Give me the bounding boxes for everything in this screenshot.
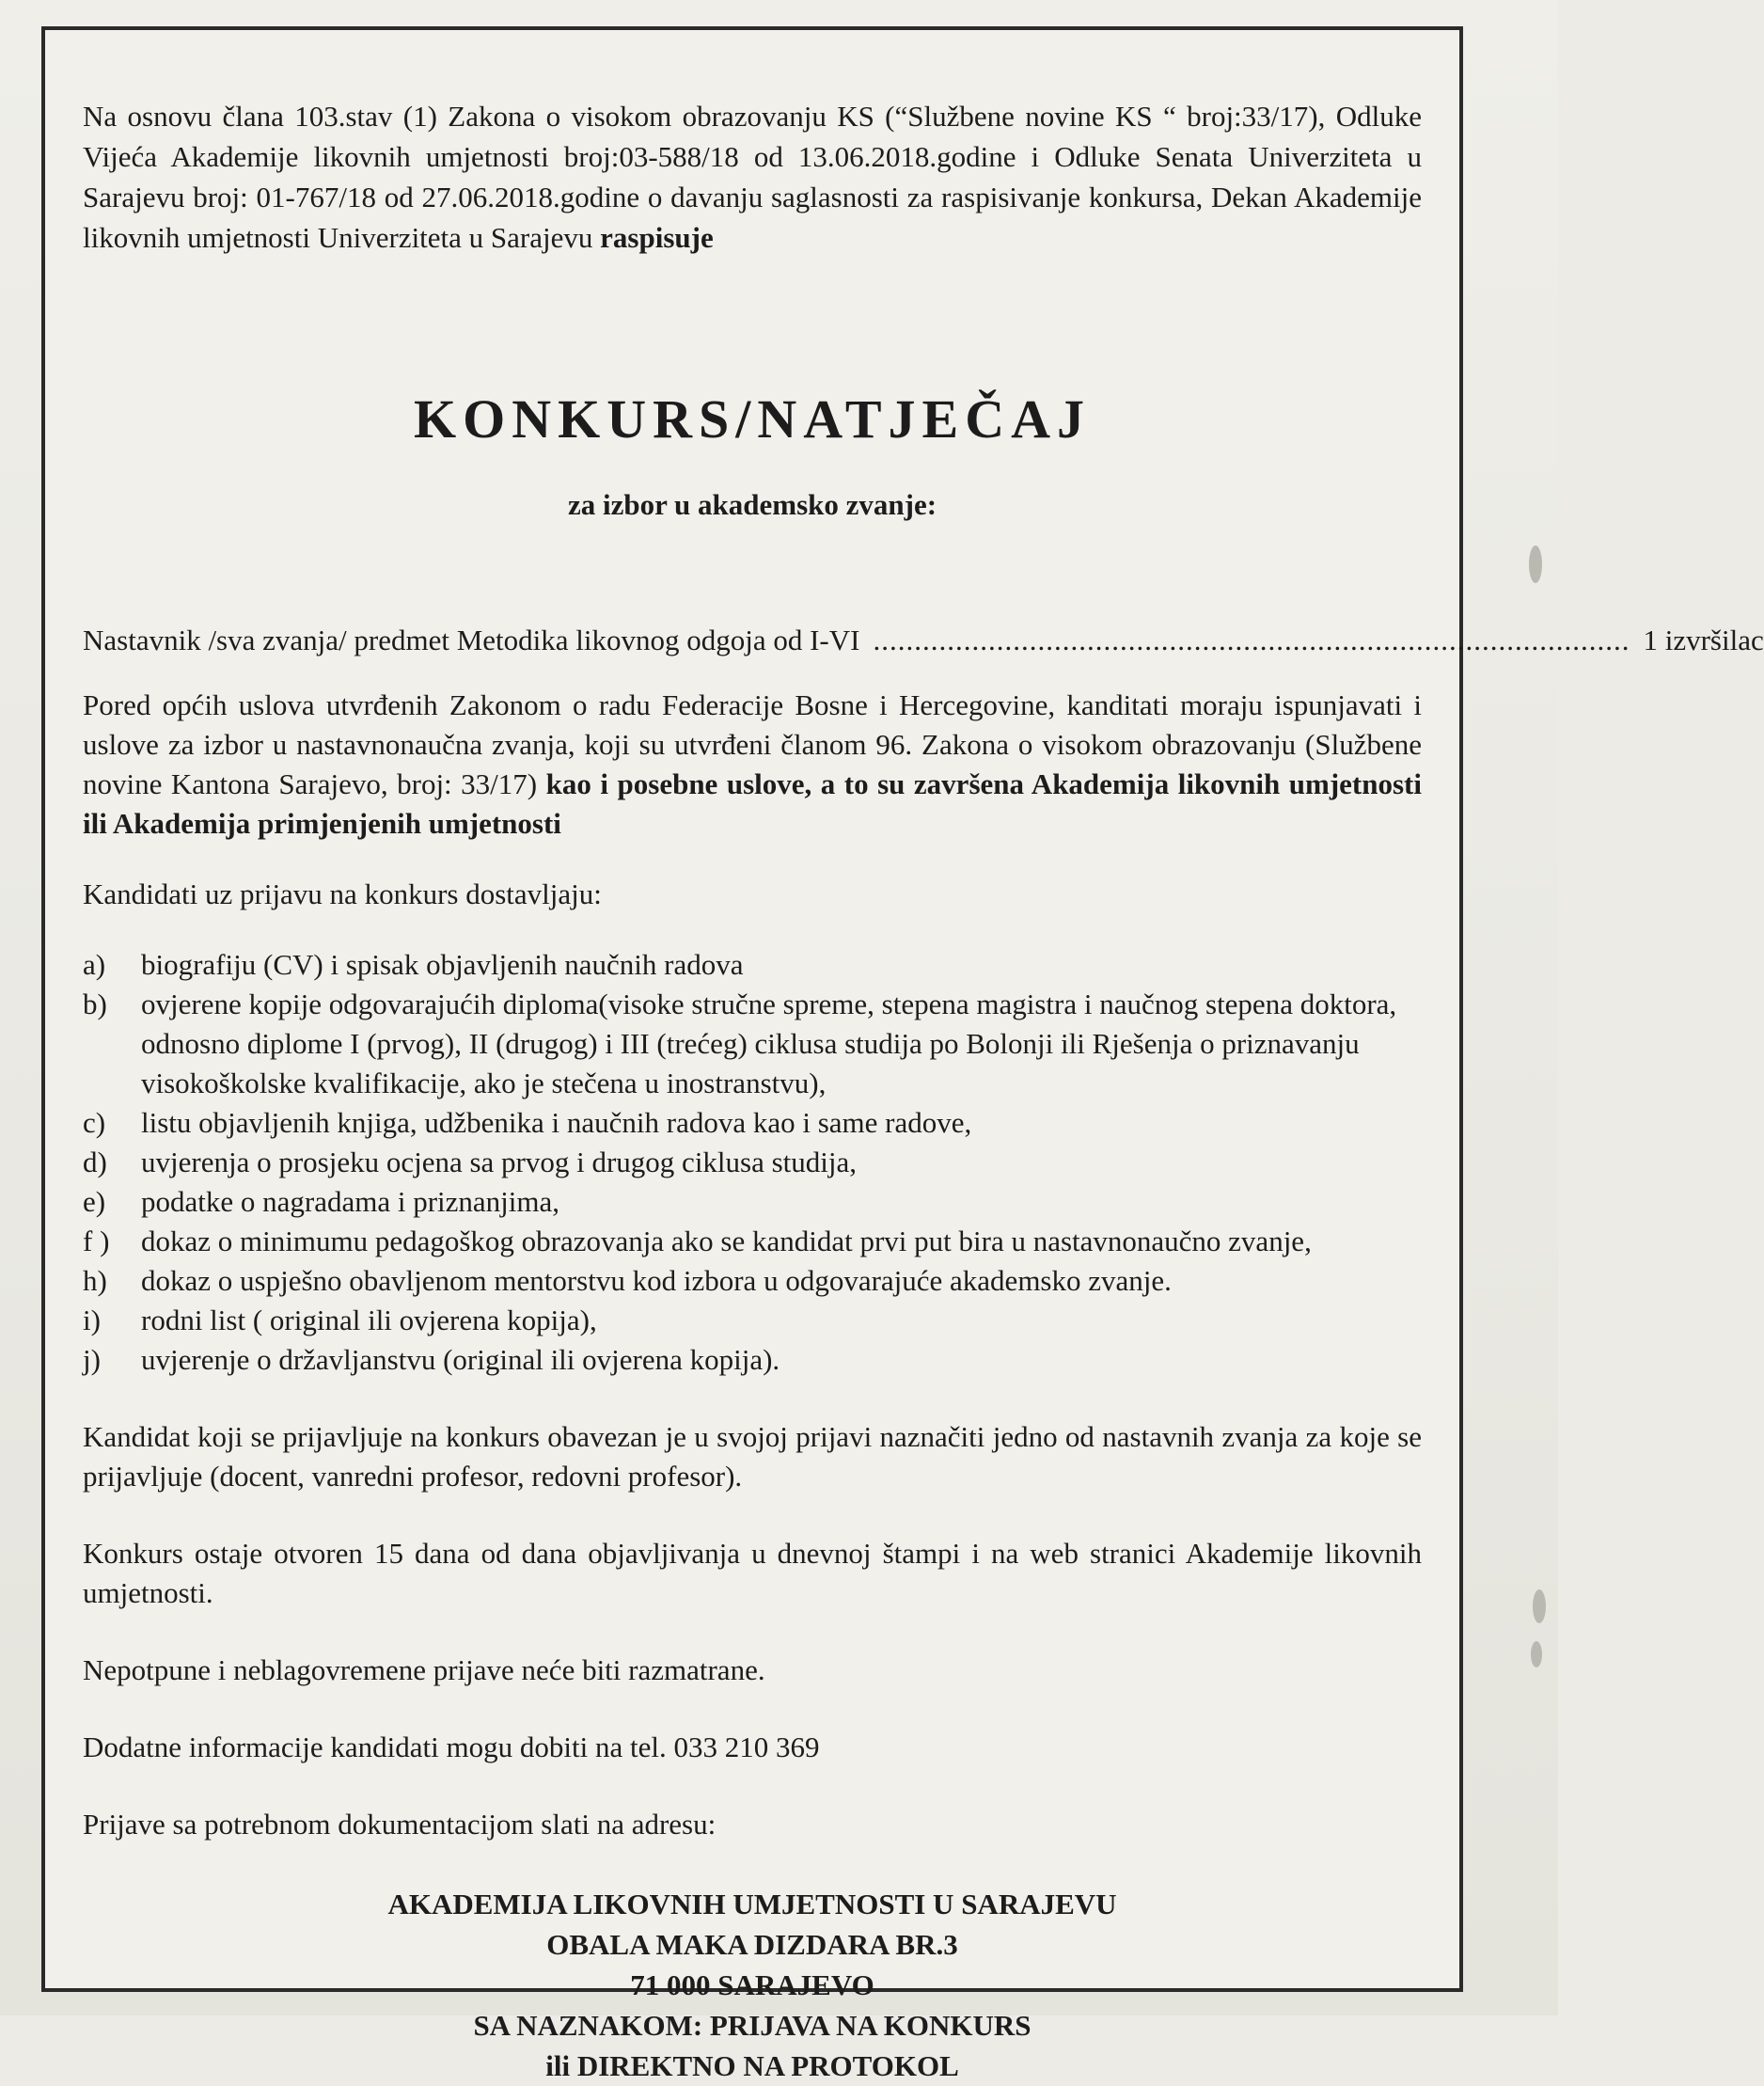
documents-intro: Kandidati uz prijavu na konkurs dostavljaju: [83, 877, 602, 910]
list-item [83, 945, 1422, 985]
list-item [83, 1143, 1422, 1182]
intro-bold-verb: raspisuje [600, 221, 714, 254]
list-item [83, 1340, 1422, 1380]
list-item-text: dokaz o minimumu pedagoškog obrazovanja ako se kandidat prvi put bira u nastavnonaučno zvanje, [141, 1225, 1312, 1257]
notice-title: KONKURS/NATJEČAJ [414, 388, 1091, 450]
position-count: 1 izvršilac [1643, 624, 1764, 656]
list-item-text: biografiju (CV) i spisak objavljenih naučnih radova [141, 948, 744, 981]
address-note: SA NAZNAKOM: PRIJAVA NA KONKURS [473, 2009, 1032, 2042]
conditions-paragraph [83, 686, 1422, 844]
conditions-special: kao i posebne uslove, a to su završena Akademija likovnih umjetnosti ili Akademija primjenjenih umjetnosti [83, 767, 1422, 840]
list-item-text: podatke o nagradama i priznanjima, [141, 1185, 560, 1218]
list-item [83, 1261, 1422, 1301]
open-period-paragraph: Konkurs ostaje otvoren 15 dana od dana objavljivanja u dnevnoj štampi i na web stranici Akademije likovnih umjetnosti. [83, 1537, 1422, 1609]
list-item [83, 985, 1422, 1103]
list-item [83, 1103, 1422, 1143]
list-item-text: listu objavljenih knjiga, udžbenika i naučnih radova kao i same radove, [141, 1106, 972, 1139]
declare-rank-paragraph: Kandidat koji se prijavljuje na konkurs obavezan je u svojoj prijavi naznačiti jedno od nastavnih zvanja za koje se prijavljuje (docent, vanredni profesor, redovni profesor). [83, 1420, 1422, 1493]
list-item [83, 1182, 1422, 1222]
address-alternative: ili DIREKTNO NA PROTOKOL [545, 2049, 959, 2082]
send-to-paragraph: Prijave sa potrebnom dokumentacijom slati na adresu: [83, 1808, 717, 1841]
list-item [83, 1222, 1422, 1261]
scan-spot [1533, 1589, 1546, 1623]
list-item-text: uvjerenja o prosjeku ocjena sa prvog i drugog ciklusa studija, [141, 1146, 858, 1178]
list-item-letter: d) [83, 1146, 107, 1178]
intro-text: Na osnovu člana 103.stav (1) Zakona o visokom obrazovanju KS (“Službene novine KS “ broj:33/17), Odluke Vijeća Akademije likovnih umjetnosti broj:03-588/18 od 13.06.2018.godine i Odluke Senata Univerziteta u Sarajevu broj: 01-767/18 od 27.06.2018.godine o davanju saglasnosti za raspisivanje konkursa, Dekan Akademije likovnih umjetnosti Univerziteta u Sarajevu [83, 100, 1422, 254]
notice-content [83, 68, 1764, 2082]
incomplete-paragraph: Nepotpune i neblagovremene prijave neće biti razmatrane. [83, 1653, 765, 1686]
conditions-text: Pored općih uslova utvrđenih Zakonom o radu Federacije Bosne i Hercegovine, kanditati moraju ispunjavati i uslove za izbor u nastavnonaučna zvanja, koji su utvrđeni članom 96. Zakona o visokom obrazovanju (Službene novine Kantona Sarajevo, broj: 33/17) [83, 688, 1422, 800]
position-line [83, 624, 1764, 657]
position-title: Nastavnik /sva zvanja/ predmet Metodika likovnog odgoja od I-VI [83, 624, 860, 656]
list-item-letter: b) [83, 988, 107, 1020]
notice-frame [41, 26, 1764, 2082]
mailing-address [83, 1884, 1422, 2086]
list-item-letter: a) [83, 948, 106, 981]
requirements-list [83, 945, 1422, 1380]
address-institution: AKADEMIJA LIKOVNIH UMJETNOSTI U SARAJEVU [387, 1888, 1117, 1920]
address-street: OBALA MAKA DIZDARA BR.3 [546, 1928, 958, 1961]
address-city: 71 000 SARAJEVO [630, 1968, 874, 2001]
dot-leader: ............................................................................................ [873, 624, 1630, 656]
scan-spot [1531, 1641, 1542, 1667]
list-item-letter: j) [83, 1343, 101, 1376]
scan-spot [1529, 545, 1542, 583]
list-item-letter: e) [83, 1185, 106, 1218]
list-item-text: uvjerenje o državljanstvu (original ili ovjerena kopija). [141, 1343, 780, 1376]
list-item-text: dokaz o uspješno obavljenom mentorstvu kod izbora u odgovarajuće akademsko zvanje. [141, 1264, 1172, 1297]
list-item-text: ovjerene kopije odgovarajućih diploma(visoke stručne spreme, stepena magistra i naučnog stepena doktora, odnosno diplome I (prvog), II (drugog) i III (trećeg) ciklusa studija po Bolonji ili Rješenja o priznavanju visokoškolske kvalifikacije, ako je stečena u inostranstvu), [141, 988, 1397, 1099]
list-item-text: rodni list ( original ili ovjerena kopija), [141, 1304, 597, 1336]
contact-paragraph: Dodatne informacije kandidati mogu dobiti na tel. 033 210 369 [83, 1730, 820, 1763]
list-item [83, 1301, 1422, 1340]
list-item-letter: c) [83, 1106, 106, 1139]
intro-paragraph [83, 96, 1422, 258]
list-item-letter: f ) [83, 1225, 110, 1257]
list-item-letter: i) [83, 1304, 101, 1336]
notice-subtitle: za izbor u akademsko zvanje: [567, 488, 937, 521]
list-item-letter: h) [83, 1264, 107, 1297]
